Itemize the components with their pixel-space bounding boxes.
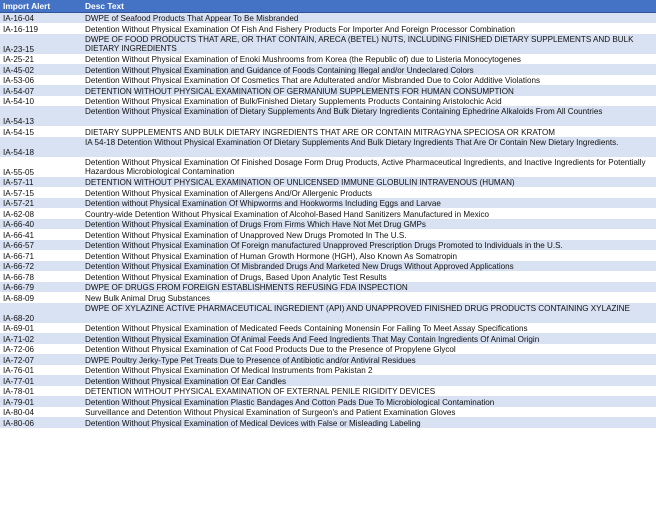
table-row[interactable] bbox=[0, 333, 656, 344]
import-alert-cell[interactable]: IA-68-20 bbox=[0, 303, 82, 323]
table-row[interactable] bbox=[0, 386, 656, 397]
table-row[interactable] bbox=[0, 365, 656, 376]
import-alert-cell[interactable]: IA-72-07 bbox=[0, 354, 82, 365]
desc-text-cell[interactable]: Detention Without Physical Examination Of Foreign manufactured Unapproved Prescription Drugs Promoted to Individuals in the U.S. bbox=[82, 240, 656, 251]
import-alert-cell[interactable]: IA-66-79 bbox=[0, 282, 82, 293]
table-row[interactable] bbox=[0, 177, 656, 188]
import-alert-cell[interactable]: IA-66-57 bbox=[0, 240, 82, 251]
desc-text-cell[interactable]: Detention Without Physical Examination of Dietary Supplements And Bulk Dietary Ingredients Containing Ephedrine Alkaloids From All Countries bbox=[82, 106, 656, 126]
desc-text-cell[interactable]: Detention Without Physical Examination Of Fish And Fishery Products For Importer And Foreign Processor Combination bbox=[82, 23, 656, 34]
table-row[interactable] bbox=[0, 261, 656, 272]
import-alert-cell[interactable]: IA-68-09 bbox=[0, 292, 82, 303]
import-alert-cell[interactable]: IA-45-02 bbox=[0, 64, 82, 75]
import-alert-cell[interactable]: IA-66-41 bbox=[0, 229, 82, 240]
table-row[interactable] bbox=[0, 344, 656, 355]
desc-text-cell[interactable]: Detention Without Physical Examination of Human Growth Hormone (HGH), Also Known As Somatropin bbox=[82, 250, 656, 261]
import-alert-cell[interactable]: IA-54-15 bbox=[0, 126, 82, 137]
table-row[interactable] bbox=[0, 240, 656, 251]
desc-text-cell[interactable]: Detention Without Physical Examination of Drugs From Firms Which Have Not Met Drug GMPs bbox=[82, 219, 656, 230]
table-row[interactable] bbox=[0, 54, 656, 65]
desc-text-cell[interactable]: Detention Without Physical Examination of Medical Devices with False or Misleading Labeling bbox=[82, 417, 656, 428]
import-alert-cell[interactable]: IA-78-01 bbox=[0, 386, 82, 397]
desc-text-cell[interactable]: Detention Without Physical Examination of Unapproved New Drugs Promoted In The U.S. bbox=[82, 229, 656, 240]
desc-text-cell[interactable]: Surveillance and Detention Without Physical Examination of Surgeon's and Patient Examination Gloves bbox=[82, 407, 656, 418]
import-alert-cell[interactable]: IA-66-72 bbox=[0, 261, 82, 272]
import-alert-cell[interactable]: IA-79-01 bbox=[0, 396, 82, 407]
import-alert-cell[interactable]: IA-57-11 bbox=[0, 177, 82, 188]
import-alert-cell[interactable]: IA-72-06 bbox=[0, 344, 82, 355]
table-row[interactable] bbox=[0, 187, 656, 198]
desc-text-cell[interactable]: Detention Without Physical Examination of Allergens And/Or Allergenic Products bbox=[82, 187, 656, 198]
table-row[interactable] bbox=[0, 13, 656, 24]
desc-text-cell[interactable]: DWPE OF XYLAZINE ACTIVE PHARMACEUTICAL INGREDIENT (API) AND UNAPPROVED FINISHED DRUG PRODUCTS CONTAINING XYLAZINE bbox=[82, 303, 656, 323]
import-alert-cell[interactable]: IA-76-01 bbox=[0, 365, 82, 376]
table-row[interactable] bbox=[0, 137, 656, 157]
table-row[interactable] bbox=[0, 323, 656, 334]
desc-text-cell[interactable]: DIETARY SUPPLEMENTS AND BULK DIETARY INGREDIENTS THAT ARE OR CONTAIN MITRAGYNA SPECIOSA OR KRATOM bbox=[82, 126, 656, 137]
desc-text-cell[interactable]: IA 54-18 Detention Without Physical Examination Of Dietary Supplements And Bulk Dietary Ingredients That Are Or Contain New Dietary Ingredients. bbox=[82, 137, 656, 157]
desc-text-cell[interactable]: DWPE Poultry Jerky-Type Pet Treats Due to Presence of Antibiotic and/or Antiviral Residues bbox=[82, 354, 656, 365]
desc-text-cell[interactable]: Detention Without Physical Examination Of Ear Candles bbox=[82, 375, 656, 386]
table-row[interactable] bbox=[0, 354, 656, 365]
header-row bbox=[0, 0, 656, 13]
table-body bbox=[0, 13, 656, 428]
import-alert-cell[interactable]: IA-77-01 bbox=[0, 375, 82, 386]
import-alert-cell[interactable]: IA-66-78 bbox=[0, 271, 82, 282]
desc-text-cell[interactable]: Detention Without Physical Examination of Medicated Feeds Containing Monensin For Failing To Meet Assay Specifications bbox=[82, 323, 656, 334]
import-alert-cell[interactable]: IA-55-05 bbox=[0, 157, 82, 177]
import-alert-cell[interactable]: IA-53-06 bbox=[0, 75, 82, 86]
desc-text-cell[interactable]: DWPE of Seafood Products That Appear To Be Misbranded bbox=[82, 13, 656, 24]
desc-text-cell[interactable]: Detention without Physical Examination Of Whipworms and Hookworms Including Eggs and Larvae bbox=[82, 198, 656, 209]
table-row[interactable] bbox=[0, 126, 656, 137]
import-alert-cell[interactable]: IA-54-07 bbox=[0, 85, 82, 96]
desc-text-cell[interactable]: Detention Without Physical Examination of Cat Food Products Due to the Presence of Propylene Glycol bbox=[82, 344, 656, 355]
import-alert-cell[interactable]: IA-69-01 bbox=[0, 323, 82, 334]
table-row[interactable] bbox=[0, 85, 656, 96]
desc-text-cell[interactable]: Detention Without Physical Examination Of Cosmetics That are Adulterated and/or Misbranded Due to Color Additive Violations bbox=[82, 75, 656, 86]
import-alert-cell[interactable]: IA-62-08 bbox=[0, 208, 82, 219]
table-row[interactable] bbox=[0, 219, 656, 230]
import-alert-cell[interactable]: IA-23-15 bbox=[0, 34, 82, 54]
table-row[interactable] bbox=[0, 229, 656, 240]
table-row[interactable] bbox=[0, 407, 656, 418]
table-row[interactable] bbox=[0, 106, 656, 126]
import-alert-cell[interactable]: IA-66-71 bbox=[0, 250, 82, 261]
desc-text-cell[interactable]: DWPE OF DRUGS FROM FOREIGN ESTABLISHMENTS REFUSING FDA INSPECTION bbox=[82, 282, 656, 293]
desc-text-cell[interactable]: Detention Without Physical Examination of Bulk/Finished Dietary Supplements Products Containing Aristolochic Acid bbox=[82, 96, 656, 107]
table-row[interactable] bbox=[0, 96, 656, 107]
import-alert-cell[interactable]: IA-57-15 bbox=[0, 187, 82, 198]
table-row[interactable] bbox=[0, 64, 656, 75]
import-alert-cell[interactable]: IA-16-04 bbox=[0, 13, 82, 24]
import-alert-cell[interactable]: IA-54-13 bbox=[0, 106, 82, 126]
desc-text-cell[interactable]: Detention Without Physical Examination Of Misbranded Drugs And Marketed New Drugs Without Approved Applications bbox=[82, 261, 656, 272]
import-alert-cell[interactable]: IA-54-18 bbox=[0, 137, 82, 157]
table-row[interactable] bbox=[0, 271, 656, 282]
desc-text-cell[interactable]: Detention Without Physical Examination Plastic Bandages And Cotton Pads Due To Microbiological Contamination bbox=[82, 396, 656, 407]
column-header-desc-text[interactable]: Desc Text bbox=[82, 0, 656, 13]
table-row[interactable] bbox=[0, 157, 656, 177]
desc-text-cell[interactable]: Detention Without Physical Examination of Enoki Mushrooms from Korea (the Republic of) due to Listeria Monocytogenes bbox=[82, 54, 656, 65]
import-alert-cell[interactable]: IA-25-21 bbox=[0, 54, 82, 65]
table-row[interactable] bbox=[0, 375, 656, 386]
table-row[interactable] bbox=[0, 417, 656, 428]
import-alert-cell[interactable]: IA-16-119 bbox=[0, 23, 82, 34]
table-row[interactable] bbox=[0, 34, 656, 54]
table-row[interactable] bbox=[0, 303, 656, 323]
desc-text-cell[interactable]: Country-wide Detention Without Physical Examination of Alcohol-Based Hand Sanitizers Manufactured in Mexico bbox=[82, 208, 656, 219]
import-alert-cell[interactable]: IA-54-10 bbox=[0, 96, 82, 107]
column-header-import-alert[interactable]: Import Alert bbox=[0, 0, 82, 13]
table-row[interactable] bbox=[0, 282, 656, 293]
desc-text-cell[interactable]: Detention Without Physical Examination Of Animal Feeds And Feed Ingredients That May Contain Ingredients Of Animal Origin bbox=[82, 333, 656, 344]
table-row[interactable] bbox=[0, 198, 656, 209]
table-row[interactable] bbox=[0, 75, 656, 86]
desc-text-cell[interactable]: DETENTION WITHOUT PHYSICAL EXAMINATION OF EXTERNAL PENILE RIGIDITY DEVICES bbox=[82, 386, 656, 397]
desc-text-cell[interactable]: Detention Without Physical Examination Of Medical Instruments from Pakistan 2 bbox=[82, 365, 656, 376]
desc-text-cell[interactable]: DWPE OF FOOD PRODUCTS THAT ARE, OR THAT CONTAIN, ARECA (BETEL) NUTS, INCLUDING FINISHED DIETARY SUPPLEMENTS AND BULK DIETARY INGREDIENTS bbox=[82, 34, 656, 54]
table-row[interactable] bbox=[0, 396, 656, 407]
desc-text-cell[interactable]: Detention Without Physical Examination Of Finished Dosage Form Drug Products, Active Pharmaceutical Ingredients, and Inactive Ingredients for Potentially Hazardous Microbiological Contamination bbox=[82, 157, 656, 177]
import-alert-cell[interactable]: IA-80-04 bbox=[0, 407, 82, 418]
table-row[interactable] bbox=[0, 250, 656, 261]
desc-text-cell[interactable]: New Bulk Animal Drug Substances bbox=[82, 292, 656, 303]
desc-text-cell[interactable]: DETENTION WITHOUT PHYSICAL EXAMINATION OF GERMANIUM SUPPLEMENTS FOR HUMAN CONSUMPTION bbox=[82, 85, 656, 96]
table-row[interactable] bbox=[0, 208, 656, 219]
import-alert-cell[interactable]: IA-57-21 bbox=[0, 198, 82, 209]
table-row[interactable] bbox=[0, 292, 656, 303]
desc-text-cell[interactable]: Detention Without Physical Examination of Drugs, Based Upon Analytic Test Results bbox=[82, 271, 656, 282]
desc-text-cell[interactable]: DETENTION WITHOUT PHYSICAL EXAMINATION OF UNLICENSED IMMUNE GLOBULIN INTRAVENOUS (HUMAN) bbox=[82, 177, 656, 188]
import-alert-cell[interactable]: IA-71-02 bbox=[0, 333, 82, 344]
import-alert-cell[interactable]: IA-80-06 bbox=[0, 417, 82, 428]
desc-text-cell[interactable]: Detention Without Physical Examination and Guidance of Foods Containing Illegal and/or Undeclared Colors bbox=[82, 64, 656, 75]
table-row[interactable] bbox=[0, 23, 656, 34]
import-alert-cell[interactable]: IA-66-40 bbox=[0, 219, 82, 230]
